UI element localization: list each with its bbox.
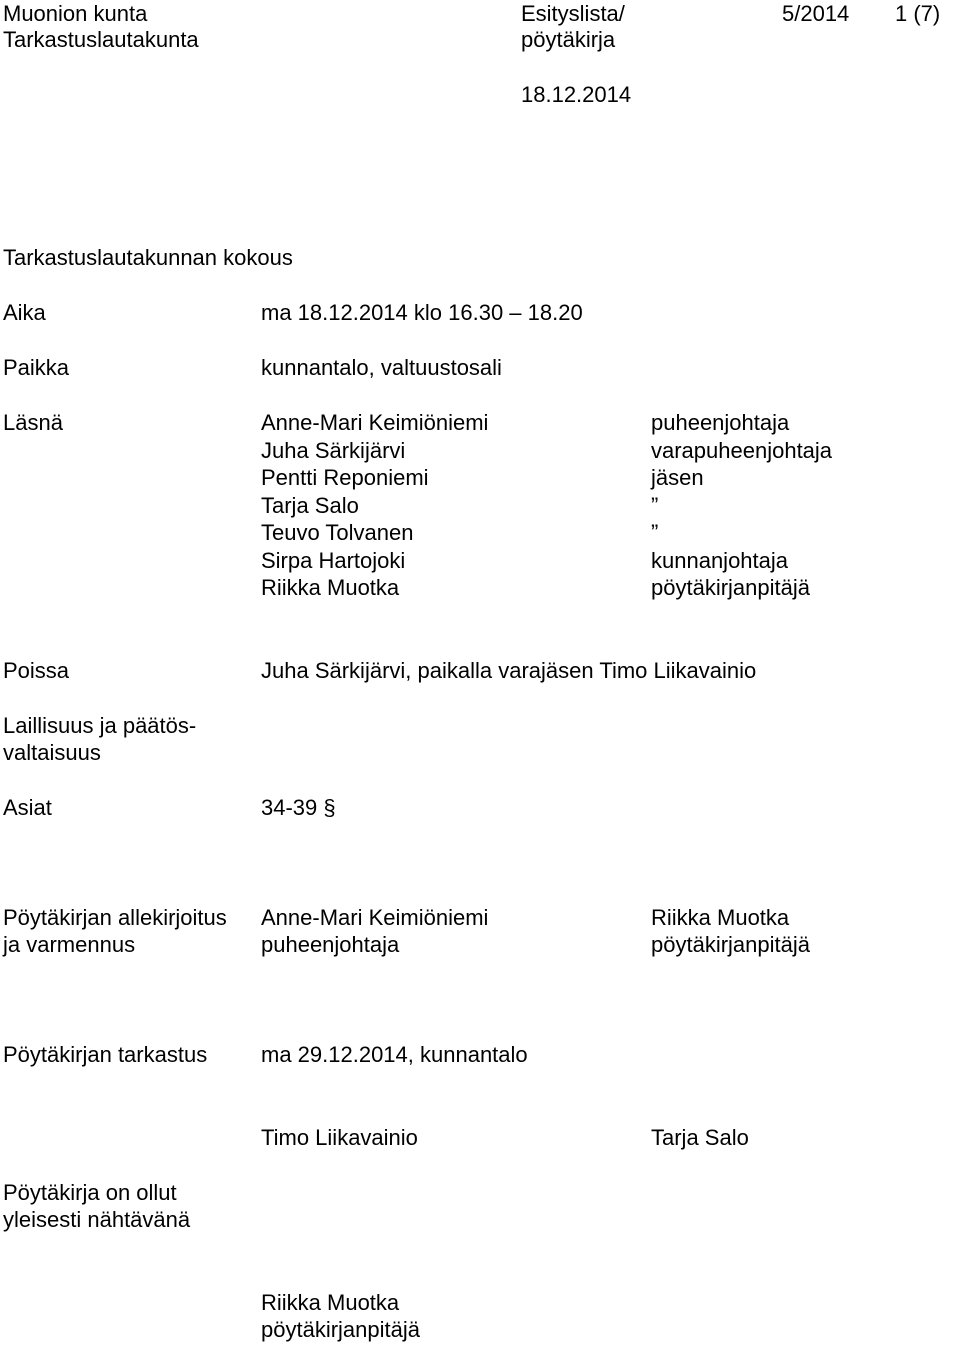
signer1-role: puheenjohtaja: [261, 932, 400, 957]
member-name: Tarja Salo: [261, 493, 359, 518]
items-value: 34-39 §: [261, 795, 336, 820]
reviewer1-name: Timo Liikavainio: [261, 1125, 418, 1150]
place-label: Paikka: [3, 355, 70, 380]
legality-label-line2: valtaisuus: [3, 740, 101, 765]
member-name: Riikka Muotka: [261, 575, 400, 600]
member-role: varapuheenjohtaja: [651, 438, 833, 463]
signer1-name: Anne-Mari Keimiöniemi: [261, 905, 489, 930]
signer2-role: pöytäkirjanpitäjä: [651, 932, 810, 957]
present-label: Läsnä: [3, 410, 63, 435]
committee-name: Tarkastuslautakunta: [3, 27, 199, 52]
signatures-label-line2: ja varmennus: [3, 932, 136, 957]
member-role: ”: [651, 493, 659, 518]
items-label: Asiat: [3, 795, 52, 820]
doc-number: 5/2014: [782, 1, 850, 26]
member-name: Teuvo Tolvanen: [261, 520, 414, 545]
org-name: Muonion kunta: [3, 1, 148, 26]
member-role: pöytäkirjanpitäjä: [651, 575, 810, 600]
doc-type-line1: Esityslista/: [521, 1, 625, 26]
signatures-label-line1: Pöytäkirjan allekirjoitus: [3, 905, 227, 930]
signer2-name: Riikka Muotka: [651, 905, 790, 930]
place-value: kunnantalo, valtuustosali: [261, 355, 502, 380]
member-role: puheenjohtaja: [651, 410, 790, 435]
reviewer2-name: Tarja Salo: [651, 1125, 749, 1150]
page-indicator: 1 (7): [895, 1, 941, 26]
public-display-signer-role: pöytäkirjanpitäjä: [261, 1317, 420, 1342]
member-role: kunnanjohtaja: [651, 548, 789, 573]
doc-date: 18.12.2014: [521, 82, 632, 107]
review-label: Pöytäkirjan tarkastus: [3, 1042, 208, 1067]
time-value: ma 18.12.2014 klo 16.30 – 18.20: [261, 300, 583, 325]
meeting-title: Tarkastuslautakunnan kokous: [3, 245, 293, 270]
public-display-signer-name: Riikka Muotka: [261, 1290, 400, 1315]
review-value: ma 29.12.2014, kunnantalo: [261, 1042, 528, 1067]
public-display-label-line2: yleisesti nähtävänä: [3, 1207, 191, 1232]
public-display-label-line1: Pöytäkirja on ollut: [3, 1180, 177, 1205]
time-label: Aika: [3, 300, 46, 325]
doc-type-line2: pöytäkirja: [521, 27, 616, 52]
member-role: jäsen: [651, 465, 704, 490]
member-name: Anne-Mari Keimiöniemi: [261, 410, 489, 435]
legality-label-line1: Laillisuus ja päätös-: [3, 713, 197, 738]
absent-label: Poissa: [3, 658, 70, 683]
member-name: Pentti Reponiemi: [261, 465, 429, 490]
member-name: Sirpa Hartojoki: [261, 548, 406, 573]
member-role: ”: [651, 520, 659, 545]
absent-value: Juha Särkijärvi, paikalla varajäsen Timo Liikavainio: [261, 658, 757, 683]
member-name: Juha Särkijärvi: [261, 438, 406, 463]
